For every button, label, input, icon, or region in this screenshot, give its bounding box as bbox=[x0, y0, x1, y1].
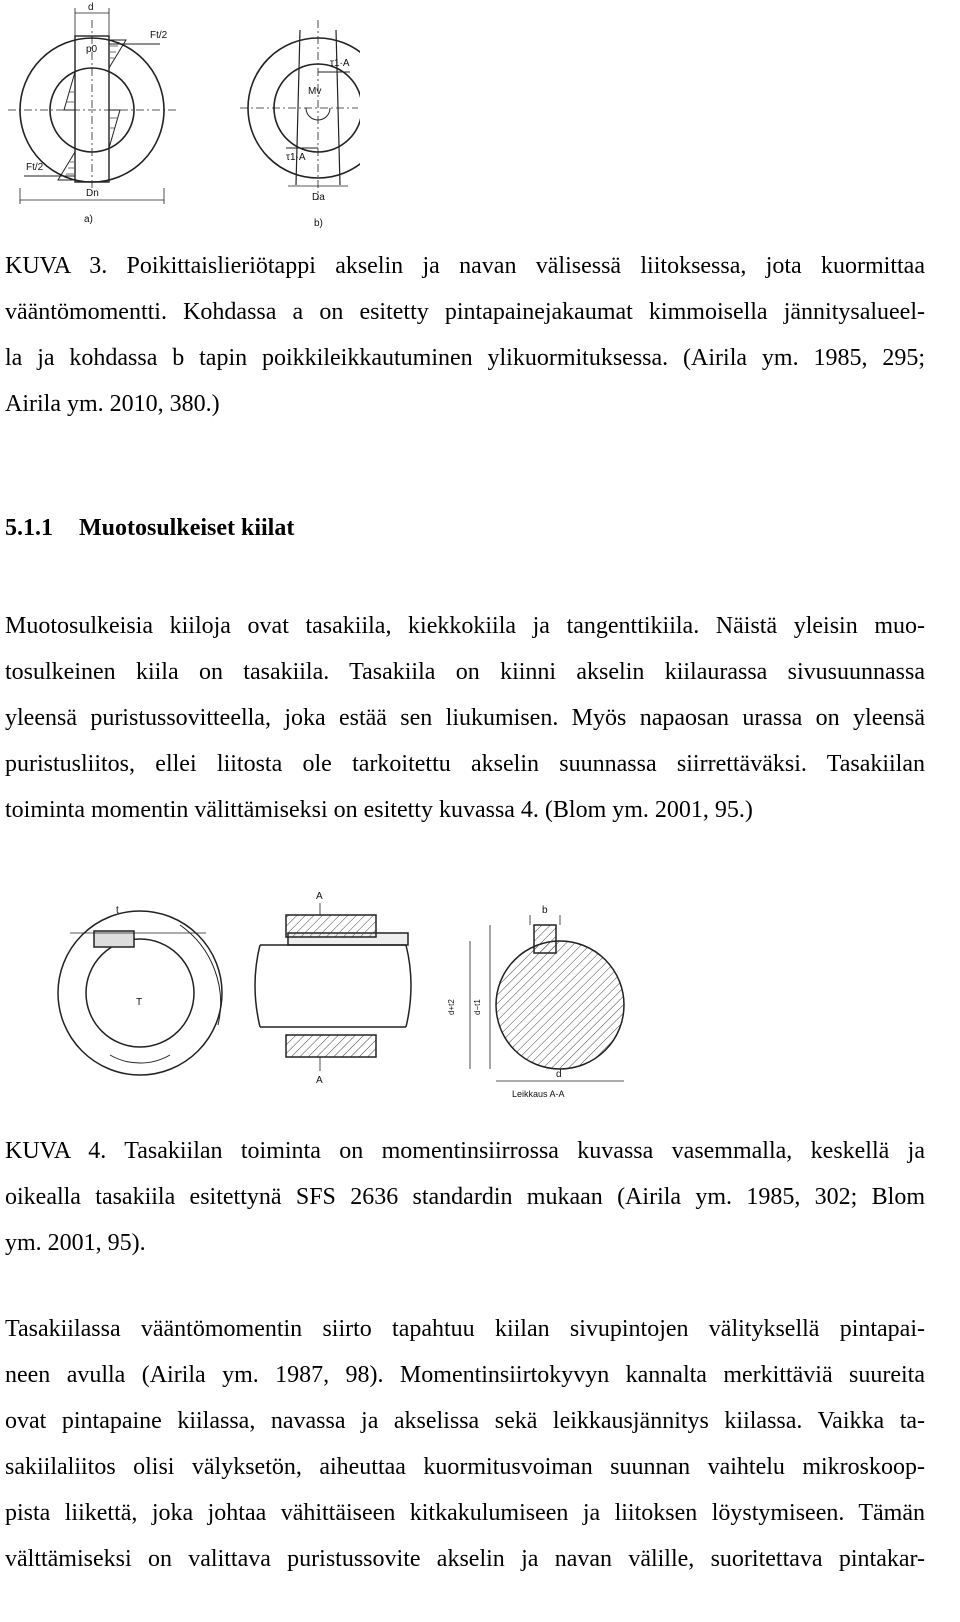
fig3-label-a: a) bbox=[84, 214, 93, 225]
figure-4-right-drawing bbox=[470, 915, 624, 1081]
paragraph-2-line: ovat pintapaine kiilassa, navassa ja akselissa sekä leikkausjännitys kiilassa. Vaikka ta- bbox=[5, 1408, 925, 1434]
fig3-label-p0: p0 bbox=[86, 44, 98, 55]
paragraph-2-line: pista liikettä, joka johtaa vähittäiseen kitkakulumiseen ja liitoksen löystymiseen. Tämän bbox=[5, 1500, 925, 1526]
caption-3 bbox=[5, 243, 925, 427]
paragraph-2-line: sakiilaliitos olisi välyksetön, aiheuttaa kuormitusvoiman suunnan vaihtelu mikroskoop- bbox=[5, 1454, 925, 1480]
paragraph-1-line: yleensä puristussovitteella, joka estää sen liukumisen. Myös napaosan urassa on yleensä bbox=[5, 705, 925, 731]
figure-4-middle-drawing bbox=[255, 903, 411, 1071]
figure-4 bbox=[30, 885, 670, 1105]
caption-4-line: oikealla tasakiila esitettynä SFS 2636 standardin mukaan (Airila ym. 1985, 302; Blom bbox=[5, 1184, 925, 1210]
caption-4-line: ym. 2001, 95). bbox=[5, 1230, 146, 1256]
fig4-label-A-bottom: A bbox=[316, 1075, 323, 1086]
paragraph-2 bbox=[5, 1306, 925, 1582]
section-number: 5.1.1 bbox=[5, 515, 53, 541]
paragraph-2-line: neen avulla (Airila ym. 1987, 98). Momentinsiirtokyvyn kannalta merkittäviä suureita bbox=[5, 1362, 925, 1388]
section-title: Muotosulkeiset kiilat bbox=[79, 515, 295, 541]
paragraph-1 bbox=[5, 603, 925, 833]
fig3-label-ft2-bottom: Ft/2 bbox=[26, 162, 44, 173]
caption-3-line: la ja kohdassa b tapin poikkileikkautuminen ylikuormituksessa. (Airila ym. 1985, 295; bbox=[5, 345, 925, 371]
fig3-label-mv: Mv bbox=[308, 86, 322, 97]
fig4-label-A-top: A bbox=[316, 891, 323, 902]
fig4-label-section: Leikkaus A-A bbox=[512, 1089, 565, 1099]
caption-4-line: KUVA 4. Tasakiilan toiminta on momentinsiirrossa kuvassa vasemmalla, keskellä ja bbox=[5, 1138, 925, 1164]
figure-4-left-drawing bbox=[58, 911, 222, 1075]
fig3-label-ft2-top: Ft/2 bbox=[150, 30, 168, 41]
paragraph-1-line: Muotosulkeisia kiiloja ovat tasakiila, kiekkokiila ja tangenttikiila. Näistä yleisin muo- bbox=[5, 613, 925, 639]
section-heading bbox=[5, 515, 294, 542]
fig3-label-b: b) bbox=[314, 218, 323, 229]
paragraph-1-line: puristusliitos, ellei liitosta ole tarkoitettu akselin suunnassa siirrettäväksi. Tasakiilan bbox=[5, 751, 925, 777]
caption-3-line: vääntömomentti. Kohdassa a on esitetty pintapainejakaumat kimmoisella jännitysalueel- bbox=[5, 299, 925, 325]
paragraph-2-line: välttämiseksi on valittava puristussovite akselin ja navan välille, suoritettava pintakar- bbox=[5, 1546, 925, 1572]
fig3-label-da: Da bbox=[312, 192, 325, 203]
fig4-label-b: b bbox=[542, 905, 548, 916]
fig4-label-T: T bbox=[136, 997, 143, 1008]
fig4-label-d: d bbox=[556, 1069, 562, 1080]
fig3-label-d: d bbox=[88, 2, 94, 13]
caption-3-line: Airila ym. 2010, 380.) bbox=[5, 391, 220, 417]
caption-3-line: KUVA 3. Poikittaislieriötappi akselin ja navan välisessä liitoksessa, jota kuormittaa bbox=[5, 253, 925, 279]
fig3-label-dn: Dn bbox=[86, 188, 99, 199]
figure-3 bbox=[0, 0, 360, 238]
fig4-label-dt: d+t2 bbox=[447, 999, 456, 1015]
fig4-label-dt1: d−t1 bbox=[473, 999, 482, 1015]
fig4-label-t: t bbox=[116, 905, 119, 916]
fig3-label-t1a-bottom: τ1·A bbox=[286, 152, 306, 163]
paragraph-1-line: toiminta momentin välittämiseksi on esitetty kuvassa 4. (Blom ym. 2001, 95.) bbox=[5, 797, 753, 823]
fig3-label-t1a-top: τ1·A bbox=[330, 58, 350, 69]
paragraph-2-line: Tasakiilassa vääntömomentin siirto tapahtuu kiilan sivupintojen välityksellä pintapai- bbox=[5, 1316, 925, 1342]
paragraph-1-line: tosulkeinen kiila on tasakiila. Tasakiila on kiinni akselin kiilaurassa sivusuunnassa bbox=[5, 659, 925, 685]
caption-4 bbox=[5, 1128, 925, 1266]
figure-3b-drawing bbox=[240, 20, 360, 200]
